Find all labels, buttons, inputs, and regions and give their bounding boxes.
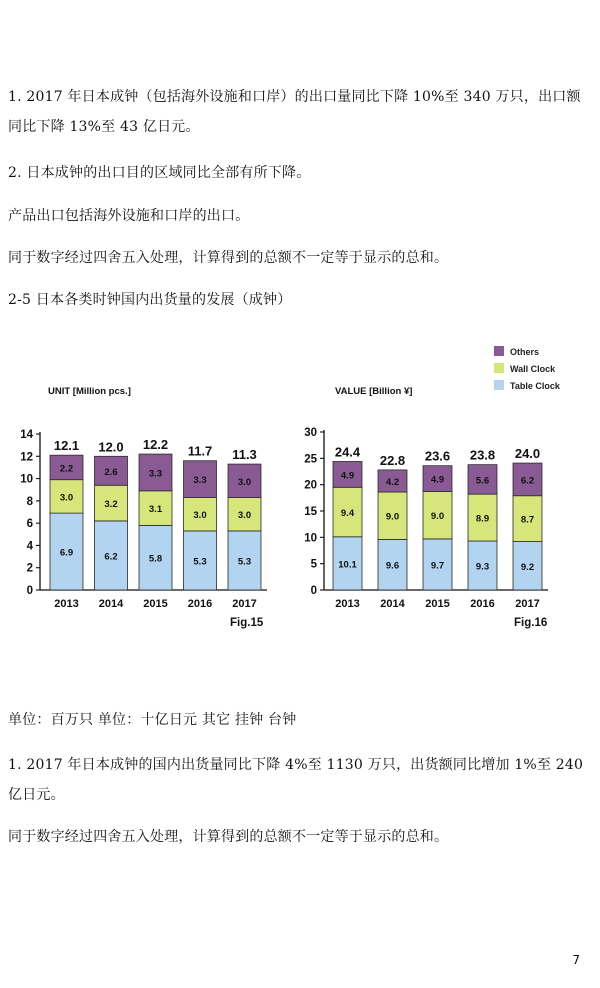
total-label: 24.4 (334, 444, 361, 460)
paragraph-export-scope: 产品出口包括海外设施和口岸的出口。 (8, 208, 250, 224)
legend-label-table: Table Clock (510, 381, 560, 391)
unit-chart (20, 386, 267, 629)
y-tick-label: 15 (304, 506, 317, 518)
data-label-others: 2.2 (59, 463, 74, 475)
y-tick-label: 10 (20, 473, 33, 486)
data-label-table: 9.7 (430, 560, 445, 572)
total-label: 12.2 (142, 437, 169, 453)
data-label-others: 5.6 (475, 475, 490, 487)
paragraph-domestic-shipments: 1. 2017 年日本成钟的国内出货量同比下降 4%至 1130 万只，出货额同比增加 1%至 240 亿日元。 (8, 757, 584, 803)
y-tick-label: 30 (304, 427, 317, 439)
paragraph-export-regions: 2. 日本成钟的出口目的区域同比全部有所下降。 (8, 165, 311, 181)
data-label-others: 3.3 (148, 468, 163, 480)
paragraph-rounding-note-2: 同于数字经过四舍五入处理，计算得到的总额不一定等于显示的总和。 (8, 829, 449, 845)
figure-caption: Fig.16 (514, 617, 548, 629)
y-tick-label: 2 (26, 562, 33, 575)
y-tick-label: 8 (26, 495, 33, 508)
x-tick-label: 2017 (232, 598, 257, 610)
data-label-table: 5.3 (237, 556, 252, 568)
data-label-wall: 3.0 (193, 510, 207, 522)
total-label: 23.8 (469, 447, 496, 463)
data-label-table: 6.9 (59, 547, 74, 559)
legend-swatch-wall (494, 363, 504, 373)
y-tick-label: 14 (20, 429, 33, 441)
total-label: 24.0 (514, 446, 541, 462)
y-tick-label: 4 (26, 540, 33, 553)
y-tick-label: 20 (304, 479, 317, 492)
data-label-wall: 9.0 (430, 511, 445, 523)
data-label-wall: 9.4 (340, 508, 355, 520)
shipment-charts-figure (0, 330, 600, 640)
section-heading: 2-5 日本各类时钟国内出货量的发展（成钟） (8, 292, 292, 308)
data-label-table: 5.3 (193, 556, 207, 568)
total-label: 22.8 (379, 452, 406, 468)
data-label-wall: 3.2 (104, 499, 118, 511)
x-tick-label: 2013 (335, 598, 360, 610)
data-label-wall: 3.0 (59, 492, 74, 504)
total-label: 12.1 (53, 438, 80, 454)
data-label-table: 6.2 (104, 551, 118, 563)
data-label-others: 4.9 (340, 470, 355, 482)
x-tick-label: 2016 (470, 598, 495, 610)
data-label-others: 6.2 (520, 475, 535, 487)
data-label-table: 9.6 (385, 560, 400, 572)
figure-caption: Fig.15 (230, 617, 264, 629)
data-label-wall: 3.1 (148, 504, 163, 516)
data-label-wall: 8.9 (475, 513, 490, 525)
data-label-others: 2.6 (104, 466, 118, 478)
y-tick-label: 12 (20, 451, 33, 464)
total-label: 11.3 (232, 447, 257, 463)
y-tick-label: 5 (310, 558, 317, 571)
paragraph-rounding-note: 同于数字经过四舍五入处理，计算得到的总额不一定等于显示的总和。 (8, 250, 449, 266)
y-tick-label: 0 (310, 585, 317, 597)
paragraph-unit-legend: 单位：百万只 单位：十亿日元 其它 挂钟 台钟 (8, 712, 297, 728)
total-label: 11.7 (187, 443, 213, 459)
chart-title: UNIT [Million pcs.] (48, 386, 131, 397)
x-tick-label: 2015 (143, 598, 168, 610)
chart-title: VALUE [Billion ¥] (335, 386, 413, 397)
y-tick-label: 0 (26, 585, 33, 597)
data-label-table: 9.3 (475, 561, 490, 573)
legend-swatch-others (494, 346, 504, 356)
data-label-others: 3.0 (237, 476, 252, 488)
data-label-table: 9.2 (520, 561, 535, 573)
value-chart (304, 386, 548, 629)
x-tick-label: 2016 (187, 598, 213, 610)
legend-label-others: Others (510, 347, 540, 357)
data-label-others: 3.3 (193, 475, 207, 487)
x-tick-label: 2013 (54, 598, 79, 610)
y-tick-label: 6 (26, 518, 33, 531)
data-label-wall: 8.7 (520, 514, 535, 526)
page-number: 7 (572, 953, 580, 967)
paragraph-export-volume: 1. 2017 年日本成钟（包括海外设施和口岸）的出口量同比下降 10%至 340 万只，出口额同比下降 13%至 43 亿日元。 (8, 89, 581, 135)
y-tick-label: 25 (304, 453, 317, 466)
y-tick-label: 10 (304, 532, 317, 545)
legend-label-wall: Wall Clock (510, 364, 556, 374)
data-label-table: 5.8 (148, 553, 163, 565)
total-label: 12.0 (98, 439, 124, 455)
x-tick-label: 2014 (98, 598, 124, 610)
data-label-others: 4.9 (430, 474, 445, 486)
data-label-table: 10.1 (338, 559, 357, 571)
x-tick-label: 2017 (515, 598, 540, 610)
x-tick-label: 2014 (380, 598, 405, 610)
x-tick-label: 2015 (425, 598, 450, 610)
total-label: 23.6 (424, 448, 451, 464)
data-label-wall: 3.0 (237, 510, 252, 522)
legend-swatch-table (494, 380, 504, 390)
chart-legend (494, 346, 561, 391)
data-label-wall: 9.0 (385, 511, 400, 523)
data-label-others: 4.2 (385, 476, 400, 488)
